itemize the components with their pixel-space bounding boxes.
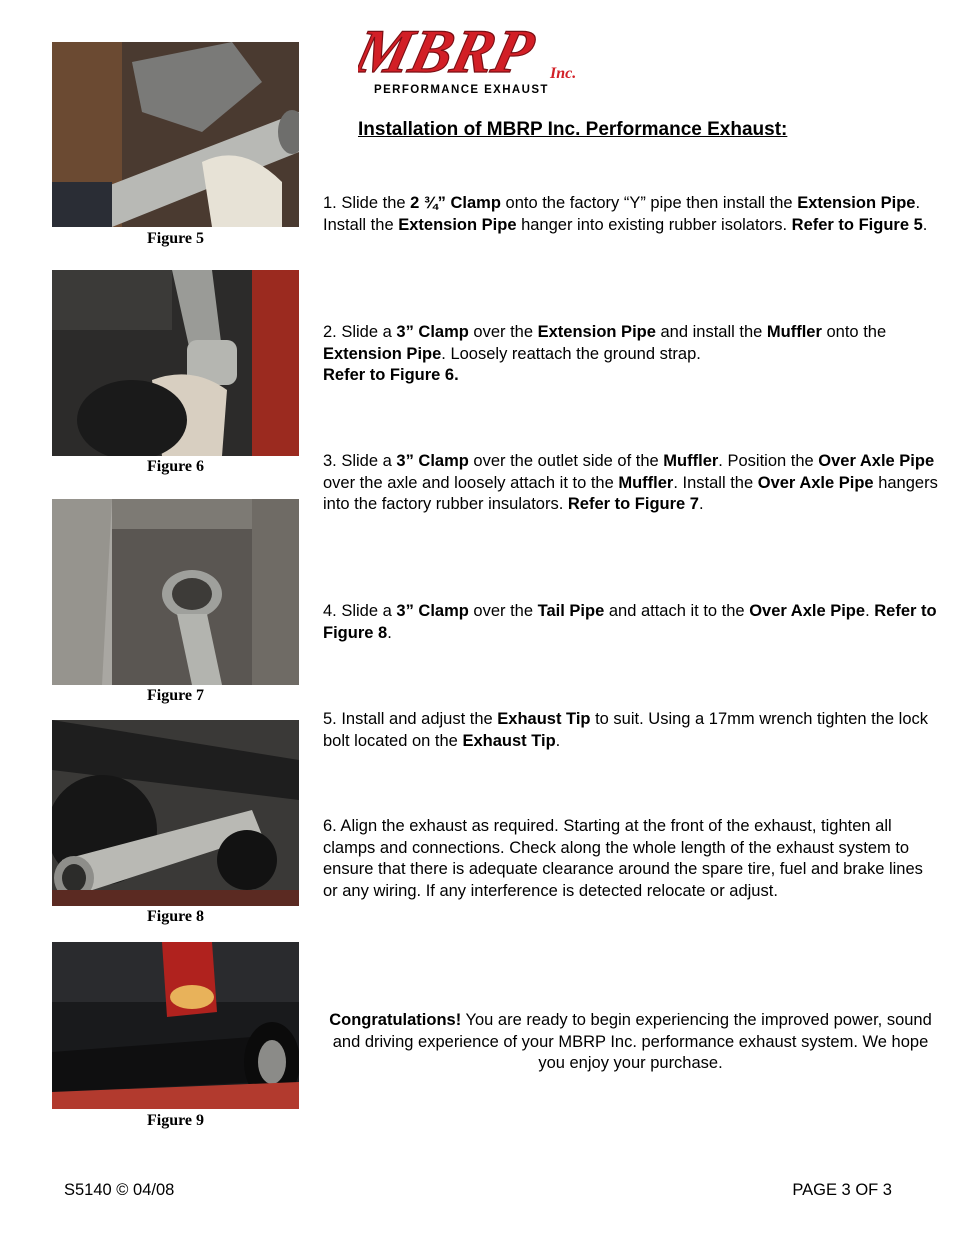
step-text-segment: hangers into the factory rubber insulators.: [323, 473, 938, 513]
step-text-segment: and attach it to the: [604, 602, 750, 620]
mbrp-logo-mark: [358, 22, 618, 84]
step-text-segment: 6. Align the exhaust as required. Starting at the front of the exhaust, tighten all clamps and connections. Check along the whole length of the exhaust system to ensure that there is adequate clearance around the spare tire, fuel and brake lines or any wiring. If any interference is detected relocate or adjust.: [323, 817, 923, 900]
step-text-segment: .: [922, 215, 928, 234]
page-title: Installation of MBRP Inc. Performance Exhaust:: [358, 119, 788, 140]
step-text-segment: Refer to Figure 6.: [323, 366, 459, 384]
step-text-segment: 3” Clamp: [396, 323, 469, 341]
step-text-segment: Refer to Figure 7: [567, 495, 699, 513]
step-2: [323, 322, 938, 387]
step-text-segment: Exhaust Tip: [462, 731, 556, 750]
congrats-body: You are ready to begin experiencing the improved power, sound and driving experience of your MBRP Inc. performance exhaust system. We hope you enjoy your purchase.: [332, 1011, 932, 1072]
step-text-segment: 4. Slide a: [323, 602, 397, 620]
figure-8-photo: [52, 720, 299, 906]
step-text-segment: Refer to Figure 5: [791, 215, 923, 234]
step-text-segment: 2 ¾” Clamp: [410, 194, 501, 212]
figure-7-photo: [52, 499, 299, 685]
figure-5-photo: [52, 42, 299, 227]
step-text-segment: over the: [468, 323, 538, 341]
step-text-segment: hanger into existing rubber isolators.: [516, 215, 792, 234]
step-text-segment: onto the factory “Y” pipe then install the: [500, 194, 798, 212]
congratulations-note: [323, 1010, 938, 1075]
step-text-segment: Over Axle Pipe: [757, 473, 874, 492]
step-text-segment: .: [555, 731, 561, 750]
congrats-lead: Congratulations!: [329, 1011, 462, 1029]
step-text-segment: . Install the: [673, 473, 758, 492]
step-text-segment: 2. Slide a: [323, 323, 397, 341]
step-text-segment: . Loosely reattach the ground strap.: [441, 344, 701, 363]
step-text-segment: Extension Pipe: [537, 323, 656, 341]
step-text-segment: to suit. Using a 17mm wrench tighten the lock bolt located on the: [323, 710, 928, 750]
mbrp-logo: [358, 22, 618, 102]
logo-suffix-text: Inc.: [550, 65, 577, 82]
figure-9-photo: [52, 942, 299, 1109]
figure-6-photo: [52, 270, 299, 456]
step-text-segment: Tail Pipe: [537, 602, 605, 620]
step-4: [323, 601, 938, 644]
step-text-segment: onto the: [821, 323, 887, 341]
step-text-segment: Muffler: [618, 473, 674, 492]
logo-tagline: PERFORMANCE EXHAUST: [374, 84, 549, 96]
step-text-segment: .: [698, 495, 704, 513]
figure-6-caption: Figure 6: [146, 458, 205, 475]
step-text-segment: 3. Slide a: [323, 452, 397, 470]
step-text-segment: Exhaust Tip: [497, 710, 591, 728]
step-text-segment: over the: [468, 602, 538, 620]
step-text-segment: 3” Clamp: [396, 602, 469, 620]
step-text-segment: 5. Install and adjust the: [323, 710, 498, 728]
figure-8-caption: Figure 8: [146, 908, 205, 925]
step-text-segment: 3” Clamp: [396, 452, 469, 470]
step-5: [323, 709, 938, 752]
step-text-segment: Over Axle Pipe: [749, 602, 866, 620]
step-text-segment: and install the: [655, 323, 767, 341]
step-text-segment: 1. Slide the: [323, 194, 411, 212]
figure-5-caption: Figure 5: [146, 230, 205, 247]
step-text-segment: . Position the: [718, 452, 819, 470]
step-text-segment: Extension Pipe: [323, 344, 442, 363]
step-1: [323, 193, 938, 236]
step-text-segment: over the outlet side of the: [468, 452, 664, 470]
figure-7-caption: Figure 7: [146, 687, 205, 704]
step-text-segment: .: [865, 602, 875, 620]
step-text-segment: Refer to Figure 8: [323, 602, 937, 642]
step-text-segment: Muffler: [663, 452, 719, 470]
step-text-segment: Over Axle Pipe: [818, 452, 935, 470]
step-text-segment: Extension Pipe: [398, 215, 517, 234]
step-text-segment: .: [387, 623, 392, 642]
step-6: [323, 816, 938, 902]
logo-brand-text: MBRP: [358, 22, 541, 84]
step-text-segment: Extension Pipe: [797, 194, 916, 212]
step-text-segment: over the axle and loosely attach it to the: [323, 473, 619, 492]
step-text-segment: Muffler: [766, 323, 822, 341]
step-text-segment: . Install the: [323, 194, 921, 234]
figure-9-caption: Figure 9: [146, 1112, 205, 1129]
footer-page-number: PAGE 3 OF 3: [792, 1181, 892, 1199]
step-3: [323, 451, 938, 516]
footer-doc-id: S5140 © 04/08: [64, 1181, 175, 1199]
